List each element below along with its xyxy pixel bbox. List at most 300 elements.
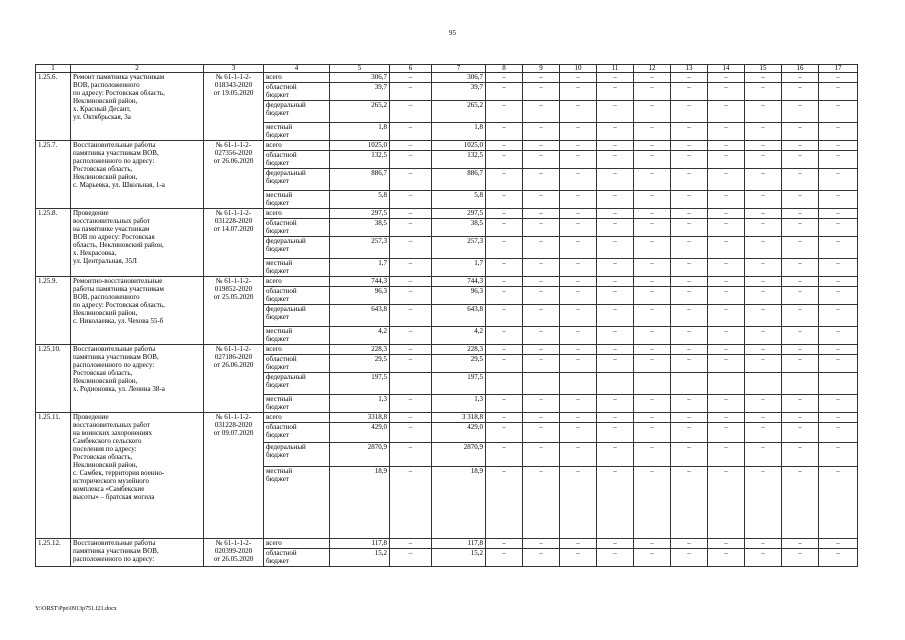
text-line: Неклиновский район, <box>73 377 138 385</box>
text-line: бюджет <box>266 227 289 235</box>
text-line: Ростовская область, <box>73 369 133 377</box>
value-col15: – <box>745 423 782 443</box>
value-col13: – <box>671 73 708 83</box>
value-col17: – <box>819 191 858 209</box>
text-line: памятника участникам ВОВ, <box>73 149 159 157</box>
value-col6: – <box>390 219 432 237</box>
value-col10: – <box>560 287 597 305</box>
value-col11: – <box>597 549 634 567</box>
text-line: областной <box>266 219 297 227</box>
value-col11: – <box>597 327 634 345</box>
value-col12: – <box>634 101 671 123</box>
value-col13: – <box>671 101 708 123</box>
value-col5: 197,5 <box>330 373 390 395</box>
text-line: работы памятника участникам <box>73 285 164 293</box>
value-col7: 38,5 <box>432 219 486 237</box>
funding-source <box>264 259 330 277</box>
value-col8: – <box>486 305 523 327</box>
value-col12: – <box>634 219 671 237</box>
text-line: расположенного по адресу: <box>73 361 155 369</box>
value-col15: – <box>745 219 782 237</box>
funding-source <box>264 169 330 191</box>
table-row <box>36 141 858 151</box>
value-col7: 2870,9 <box>432 443 486 467</box>
value-col16: – <box>782 101 819 123</box>
column-header: 10 <box>560 65 597 73</box>
value-col12: – <box>634 467 671 539</box>
value-col17: – <box>819 219 858 237</box>
value-col5: 18,9 <box>330 467 390 539</box>
value-col9: – <box>523 83 560 101</box>
value-col9: – <box>523 549 560 567</box>
text-line: высоты» – братская могила <box>73 493 155 501</box>
text-line: областной <box>266 287 297 295</box>
text-line: местный <box>266 327 293 335</box>
text-line: бюджет <box>266 245 289 253</box>
text-line: бюджет <box>266 557 289 565</box>
text-line: ВОВ, расположенного <box>73 81 140 89</box>
value-col10: – <box>560 423 597 443</box>
text-line: Восстановительные работы <box>73 345 156 353</box>
value-col16: – <box>782 151 819 169</box>
value-col17: – <box>819 395 858 413</box>
value-col10: – <box>560 101 597 123</box>
value-col10: – <box>560 443 597 467</box>
text-line: 020399-2020 <box>214 547 253 555</box>
table-row <box>36 413 858 423</box>
text-line: бюджет <box>266 267 289 275</box>
funding-source <box>264 219 330 237</box>
item-description <box>71 413 204 539</box>
value-col8: – <box>486 413 523 423</box>
value-col10: – <box>560 327 597 345</box>
funding-source <box>264 355 330 373</box>
value-col6: – <box>390 209 432 219</box>
text-line: 031228-2020 <box>214 217 253 225</box>
text-line: Неклиновский район, <box>73 461 138 469</box>
value-col17: – <box>819 443 858 467</box>
value-col9: – <box>523 123 560 141</box>
value-col14: – <box>708 209 745 219</box>
value-col16: – <box>782 413 819 423</box>
value-col10: – <box>560 209 597 219</box>
value-col17: – <box>819 345 858 355</box>
item-number: 1.25.9. <box>36 277 71 345</box>
value-col14: – <box>708 327 745 345</box>
value-col7: 265,2 <box>432 101 486 123</box>
value-col8: – <box>486 549 523 567</box>
item-number: 1.25.11. <box>36 413 71 539</box>
text-line: местный <box>266 191 293 199</box>
funding-source <box>264 191 330 209</box>
value-col7: 1,7 <box>432 259 486 277</box>
value-col6: – <box>390 259 432 277</box>
value-col9: – <box>523 277 560 287</box>
value-col8: – <box>486 467 523 539</box>
text-line: памятника участникам ВОВ, <box>73 353 159 361</box>
value-col10: – <box>560 549 597 567</box>
text-line: областной <box>266 423 297 431</box>
text-line: восстановительных работ <box>73 217 150 225</box>
value-col6: – <box>390 141 432 151</box>
value-col7: 5,8 <box>432 191 486 209</box>
value-col13: – <box>671 219 708 237</box>
value-col14: – <box>708 443 745 467</box>
text-line: ВОВ, расположенного <box>73 293 140 301</box>
value-col11: – <box>597 191 634 209</box>
text-line: бюджет <box>266 109 289 117</box>
text-line: бюджет <box>266 363 289 371</box>
column-header: 3 <box>204 65 264 73</box>
text-line: исторического музейного <box>73 477 149 485</box>
value-col16: – <box>782 423 819 443</box>
text-line: бюджет <box>266 431 289 439</box>
value-col9: – <box>523 327 560 345</box>
value-col12: – <box>634 549 671 567</box>
text-line: х. Красный Десант, <box>73 105 131 113</box>
funding-source <box>264 151 330 169</box>
funding-source <box>264 373 330 395</box>
text-line: федеральный <box>266 373 306 381</box>
funding-source <box>264 123 330 141</box>
text-line: всего <box>266 413 282 421</box>
table-row <box>36 277 858 287</box>
value-col16: – <box>782 83 819 101</box>
value-col15: – <box>745 345 782 355</box>
value-col6: – <box>390 83 432 101</box>
value-col15: – <box>745 549 782 567</box>
value-col14: – <box>708 169 745 191</box>
value-col8: – <box>486 219 523 237</box>
value-col10: – <box>560 305 597 327</box>
value-col9: – <box>523 467 560 539</box>
value-col11 <box>597 373 634 395</box>
value-col13: – <box>671 413 708 423</box>
funding-source <box>264 73 330 83</box>
value-col15: – <box>745 209 782 219</box>
value-col13: – <box>671 395 708 413</box>
value-col5: 297,5 <box>330 209 390 219</box>
value-col16: – <box>782 259 819 277</box>
text-line: по адресу: Ростовская область, <box>73 301 165 309</box>
value-col16: – <box>782 237 819 259</box>
value-col7: 29,5 <box>432 355 486 373</box>
value-col17: – <box>819 259 858 277</box>
value-col11: – <box>597 305 634 327</box>
value-col14: – <box>708 237 745 259</box>
value-col7: 228,3 <box>432 345 486 355</box>
funding-source <box>264 83 330 101</box>
value-col7: 96,3 <box>432 287 486 305</box>
value-col10: – <box>560 539 597 549</box>
value-col5: 5,8 <box>330 191 390 209</box>
value-col5: 3318,8 <box>330 413 390 423</box>
text-line: № 61-1-1-2- <box>215 413 252 421</box>
value-col17: – <box>819 169 858 191</box>
text-line: от 19.05.2020 <box>213 89 254 97</box>
item-number: 1.25.8. <box>36 209 71 277</box>
value-col13: – <box>671 539 708 549</box>
text-line: бюджет <box>266 295 289 303</box>
value-col10: – <box>560 83 597 101</box>
value-col13: – <box>671 355 708 373</box>
text-line: Неклиновский район, <box>73 309 138 317</box>
value-col12 <box>634 373 671 395</box>
text-line: бюджет <box>266 159 289 167</box>
value-col10: – <box>560 191 597 209</box>
value-col17: – <box>819 277 858 287</box>
value-col6: – <box>390 423 432 443</box>
value-col9: – <box>523 101 560 123</box>
page-number: 95 <box>449 29 456 37</box>
funding-source <box>264 101 330 123</box>
document-reference <box>204 73 264 141</box>
value-col17: – <box>819 123 858 141</box>
column-header: 5 <box>330 65 390 73</box>
text-line: местный <box>266 467 293 475</box>
value-col8: – <box>486 123 523 141</box>
value-col15: – <box>745 355 782 373</box>
value-col16: – <box>782 73 819 83</box>
value-col8: – <box>486 423 523 443</box>
value-col11: – <box>597 141 634 151</box>
value-col7: 257,3 <box>432 237 486 259</box>
value-col17: – <box>819 423 858 443</box>
item-number: 1.25.7. <box>36 141 71 209</box>
value-col13: – <box>671 277 708 287</box>
text-line: федеральный <box>266 237 306 245</box>
value-col12: – <box>634 395 671 413</box>
value-col15: – <box>745 327 782 345</box>
text-line: от 25.05.2020 <box>213 293 254 301</box>
value-col17: – <box>819 151 858 169</box>
value-col8: – <box>486 345 523 355</box>
value-col12: – <box>634 539 671 549</box>
value-col7: 886,7 <box>432 169 486 191</box>
item-description <box>71 277 204 345</box>
value-col7: 15,2 <box>432 549 486 567</box>
text-line: Неклиновский район, <box>73 97 138 105</box>
value-col13: – <box>671 191 708 209</box>
value-col5: 744,3 <box>330 277 390 287</box>
value-col9: – <box>523 395 560 413</box>
value-col16: – <box>782 191 819 209</box>
value-col14: – <box>708 395 745 413</box>
value-col12: – <box>634 327 671 345</box>
text-line: № 61-1-1-2- <box>215 73 252 81</box>
value-col14: – <box>708 83 745 101</box>
value-col7: 306,7 <box>432 73 486 83</box>
text-line: с. Николаевка, ул. Чехова 55-б <box>73 317 164 325</box>
value-col14: – <box>708 73 745 83</box>
value-col13: – <box>671 123 708 141</box>
value-col6: – <box>390 277 432 287</box>
value-col8: – <box>486 355 523 373</box>
value-col12: – <box>634 83 671 101</box>
text-line: бюджет <box>266 131 289 139</box>
value-col9: – <box>523 355 560 373</box>
value-col14: – <box>708 123 745 141</box>
text-line: с. Самбек, территория военно- <box>73 469 165 477</box>
document-reference <box>204 209 264 277</box>
value-col7: 297,5 <box>432 209 486 219</box>
value-col8: – <box>486 141 523 151</box>
value-col15: – <box>745 169 782 191</box>
funding-source <box>264 141 330 151</box>
value-col17: – <box>819 73 858 83</box>
value-col17: – <box>819 413 858 423</box>
value-col6: – <box>390 287 432 305</box>
funding-source <box>264 305 330 327</box>
value-col16: – <box>782 395 819 413</box>
value-col6: – <box>390 345 432 355</box>
value-col16: – <box>782 277 819 287</box>
value-col9: – <box>523 259 560 277</box>
value-col9: – <box>523 141 560 151</box>
value-col9: – <box>523 209 560 219</box>
value-col17: – <box>819 83 858 101</box>
value-col12: – <box>634 305 671 327</box>
value-col6: – <box>390 191 432 209</box>
value-col11: – <box>597 73 634 83</box>
column-header: 17 <box>819 65 858 73</box>
value-col8: – <box>486 443 523 467</box>
value-col5: 117,8 <box>330 539 390 549</box>
table-row <box>36 539 858 549</box>
value-col17: – <box>819 305 858 327</box>
text-line: с. Марьевка, ул. Школьная, 1-а <box>73 181 165 189</box>
value-col10: – <box>560 259 597 277</box>
value-col14: – <box>708 539 745 549</box>
text-line: бюджет <box>266 475 289 483</box>
text-line: бюджет <box>266 199 289 207</box>
value-col14: – <box>708 345 745 355</box>
text-line: областной <box>266 355 297 363</box>
text-line: х. Некрасовка, <box>73 249 117 257</box>
value-col12: – <box>634 169 671 191</box>
text-line: 031228-2020 <box>214 421 253 429</box>
text-line: Неклиновский район, <box>73 173 138 181</box>
value-col16: – <box>782 287 819 305</box>
value-col17 <box>819 373 858 395</box>
value-col10: – <box>560 355 597 373</box>
value-col15: – <box>745 395 782 413</box>
value-col10: – <box>560 277 597 287</box>
value-col15 <box>745 373 782 395</box>
text-line: бюджет <box>266 381 289 389</box>
value-col14: – <box>708 191 745 209</box>
column-header: 16 <box>782 65 819 73</box>
value-col14: – <box>708 101 745 123</box>
value-col8: – <box>486 209 523 219</box>
value-col12: – <box>634 443 671 467</box>
column-header: 4 <box>264 65 330 73</box>
text-line: всего <box>266 539 282 547</box>
value-col11: – <box>597 219 634 237</box>
value-col17: – <box>819 101 858 123</box>
value-col9: – <box>523 345 560 355</box>
text-line: на воинских захоронениях <box>73 429 153 437</box>
value-col7: 744,3 <box>432 277 486 287</box>
value-col6: – <box>390 443 432 467</box>
value-col5: 38,5 <box>330 219 390 237</box>
value-col8: – <box>486 83 523 101</box>
value-col15: – <box>745 123 782 141</box>
value-col9: – <box>523 539 560 549</box>
value-col9 <box>523 373 560 395</box>
value-col11: – <box>597 277 634 287</box>
value-col15: – <box>745 237 782 259</box>
value-col11: – <box>597 467 634 539</box>
text-line: Восстановительные работы <box>73 539 156 547</box>
value-col13: – <box>671 151 708 169</box>
value-col12: – <box>634 151 671 169</box>
value-col12: – <box>634 123 671 141</box>
value-col12: – <box>634 413 671 423</box>
value-col6: – <box>390 123 432 141</box>
funding-source <box>264 467 330 539</box>
value-col13: – <box>671 549 708 567</box>
value-col6: – <box>390 467 432 539</box>
value-col8: – <box>486 73 523 83</box>
value-col8: – <box>486 169 523 191</box>
value-col11: – <box>597 259 634 277</box>
value-col7: 18,9 <box>432 467 486 539</box>
value-col9: – <box>523 443 560 467</box>
value-col12: – <box>634 345 671 355</box>
text-line: федеральный <box>266 305 306 313</box>
text-line: ул. Октябрьская, 3а <box>73 113 131 121</box>
text-line: всего <box>266 209 282 217</box>
value-col12: – <box>634 141 671 151</box>
text-line: федеральный <box>266 101 306 109</box>
value-col17: – <box>819 327 858 345</box>
value-col15: – <box>745 443 782 467</box>
value-col10: – <box>560 169 597 191</box>
document-reference <box>204 345 264 413</box>
text-line: Самбекского сельского <box>73 437 142 445</box>
value-col17: – <box>819 237 858 259</box>
value-col15: – <box>745 539 782 549</box>
value-col5: 265,2 <box>330 101 390 123</box>
value-col12: – <box>634 423 671 443</box>
text-line: местный <box>266 259 293 267</box>
text-line: Ростовская область, <box>73 453 133 461</box>
text-line: федеральный <box>266 169 306 177</box>
text-line: № 61-1-1-2- <box>215 277 252 285</box>
value-col8: – <box>486 101 523 123</box>
value-col11: – <box>597 237 634 259</box>
funding-source <box>264 287 330 305</box>
value-col6: – <box>390 539 432 549</box>
value-col16: – <box>782 467 819 539</box>
document-reference <box>204 539 264 567</box>
value-col9: – <box>523 219 560 237</box>
value-col8: – <box>486 151 523 169</box>
value-col12: – <box>634 237 671 259</box>
column-header: 14 <box>708 65 745 73</box>
text-line: бюджет <box>266 451 289 459</box>
value-col13: – <box>671 443 708 467</box>
text-line: Восстановительные работы <box>73 141 156 149</box>
text-line: расположенного по адресу: <box>73 555 155 563</box>
text-line: местный <box>266 395 293 403</box>
column-header: 1 <box>36 65 71 73</box>
text-line: бюджет <box>266 313 289 321</box>
value-col13: – <box>671 287 708 305</box>
value-col8: – <box>486 237 523 259</box>
value-col11: – <box>597 209 634 219</box>
